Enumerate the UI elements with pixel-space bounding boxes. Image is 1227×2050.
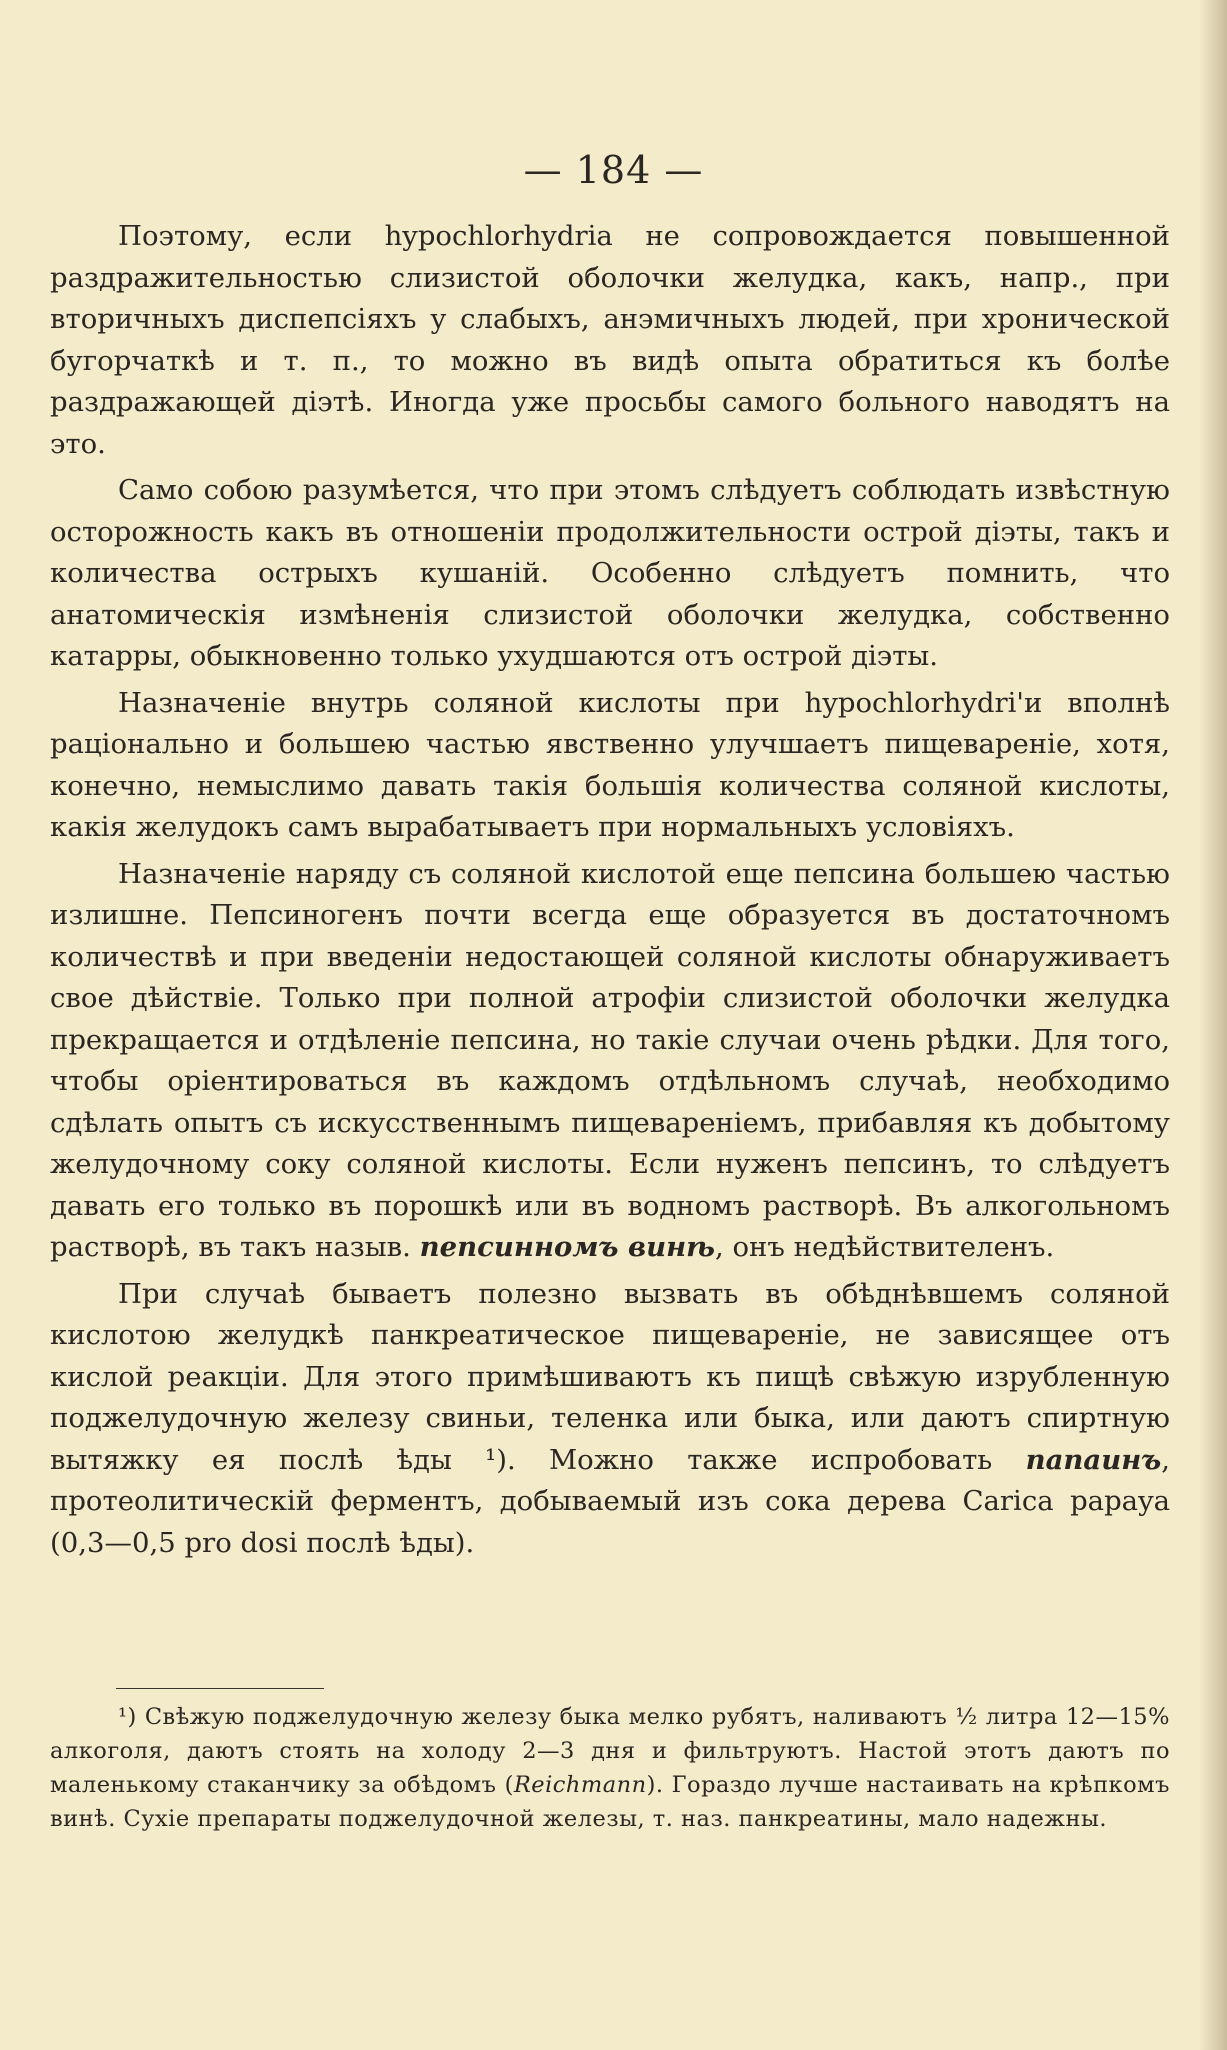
- footnote-tail: ). Гораздо лучше настаивать на крѣпкомъ винѣ. Сухіе препараты поджелудочной железы, т. наз. панкреатины, мало надежны.: [50, 1772, 1170, 1832]
- footnote-text: ¹) Свѣжую поджелудочную железу быка мелко рубятъ, наливаютъ ½ литра 12—15% алкоголя, даютъ стоять на холоду 2—3 дня и фильтруютъ. Настой этотъ даютъ по маленькому стаканчику за обѣдомъ (: [50, 1704, 1170, 1798]
- paragraph-5-text: При случаѣ бываетъ полезно вызвать въ обѣднѣвшемъ соляной кислотою желудкѣ панкреатическое пищевареніе, не зависящее отъ кислой реакціи. Для этого примѣшиваютъ къ пищѣ свѣжую изрубленную поджелудочную железу свиньи, теленка или быка, или даютъ спиртную вытяжку ея послѣ ѣды ¹). Можно также испробовать: [50, 1277, 1170, 1476]
- paragraph-4-text: Назначеніе наряду съ соляной кислотой еще пепсина большею частью излишне. Пепсиногенъ почти всегда еще образуется въ достаточномъ количествѣ и при введеніи недостающей соляной кислоты обнаруживаетъ свое дѣйствіе. Только при полной атрофіи слизистой оболочки желудка прекращается и отдѣленіе пепсина, но такіе случаи очень рѣдки. Для того, чтобы оріентироваться въ каждомъ отдѣльномъ случаѣ, необходимо сдѣлать опытъ съ искусственнымъ пищевареніемъ, прибавляя къ добытому желудочному соку соляной кислоты. Если нуженъ пепсинъ, то слѣдуетъ давать его только въ порошкѣ или въ водномъ растворѣ. Въ алкогольномъ растворѣ, въ такъ назыв.: [50, 857, 1170, 1263]
- paragraph-4-tail: , онъ недѣйствителенъ.: [715, 1231, 1055, 1263]
- footnote-divider: [116, 1688, 324, 1689]
- footnote-emphasis: Reichmann: [513, 1772, 647, 1798]
- paragraph-3: Назначеніе внутрь соляной кислоты при hypochlorhydri'и вполнѣ раціонально и большею частью явственно улучшаетъ пищевареніе, хотя, конечно, немыслимо давать такія большія количества соляной кислоты, какія желудокъ самъ вырабатываетъ при нормальныхъ условіяхъ.: [50, 686, 1170, 843]
- paragraph-2: Само собою разумѣется, что при этомъ слѣдуетъ соблюдать извѣстную осторожность какъ въ отношеніи продолжительности острой діэты, такъ и количества острыхъ кушаній. Особенно слѣдуетъ помнить, что анатомическія измѣненія слизистой оболочки желудка, собственно катарры, обыкновенно только ухудшаются отъ острой діэты.: [50, 474, 1170, 672]
- page-number: — 184 —: [523, 148, 704, 192]
- footnote-block: [50, 1700, 1170, 1836]
- paragraph-4: [50, 854, 1170, 1269]
- paragraph-4-emphasis: пепсинномъ винѣ: [419, 1231, 716, 1263]
- footnote-1: [50, 1700, 1170, 1836]
- paragraph-5-emphasis: папаинъ: [1025, 1443, 1162, 1476]
- paragraph-5: [50, 1274, 1170, 1565]
- paragraph-5-tail: , протеолитическій ферментъ, добываемый изъ сока дерева Carica papaya (0,3—0,5 pro dosi послѣ ѣды).: [50, 1443, 1170, 1559]
- body-text: [50, 216, 1170, 1569]
- page-edge-shadow: [1199, 0, 1227, 2050]
- paragraph-1: Поэтому, если hypochlorhydria не сопровождается повышенной раздражительностью слизистой оболочки желудка, какъ, напр., при вторичныхъ диспепсіяхъ у слабыхъ, анэмичныхъ людей, при хронической бугорчаткѣ и т. п., то можно въ видѣ опыта обратиться къ болѣе раздражающей діэтѣ. Иногда уже просьбы самого больного наводятъ на это.: [50, 220, 1170, 460]
